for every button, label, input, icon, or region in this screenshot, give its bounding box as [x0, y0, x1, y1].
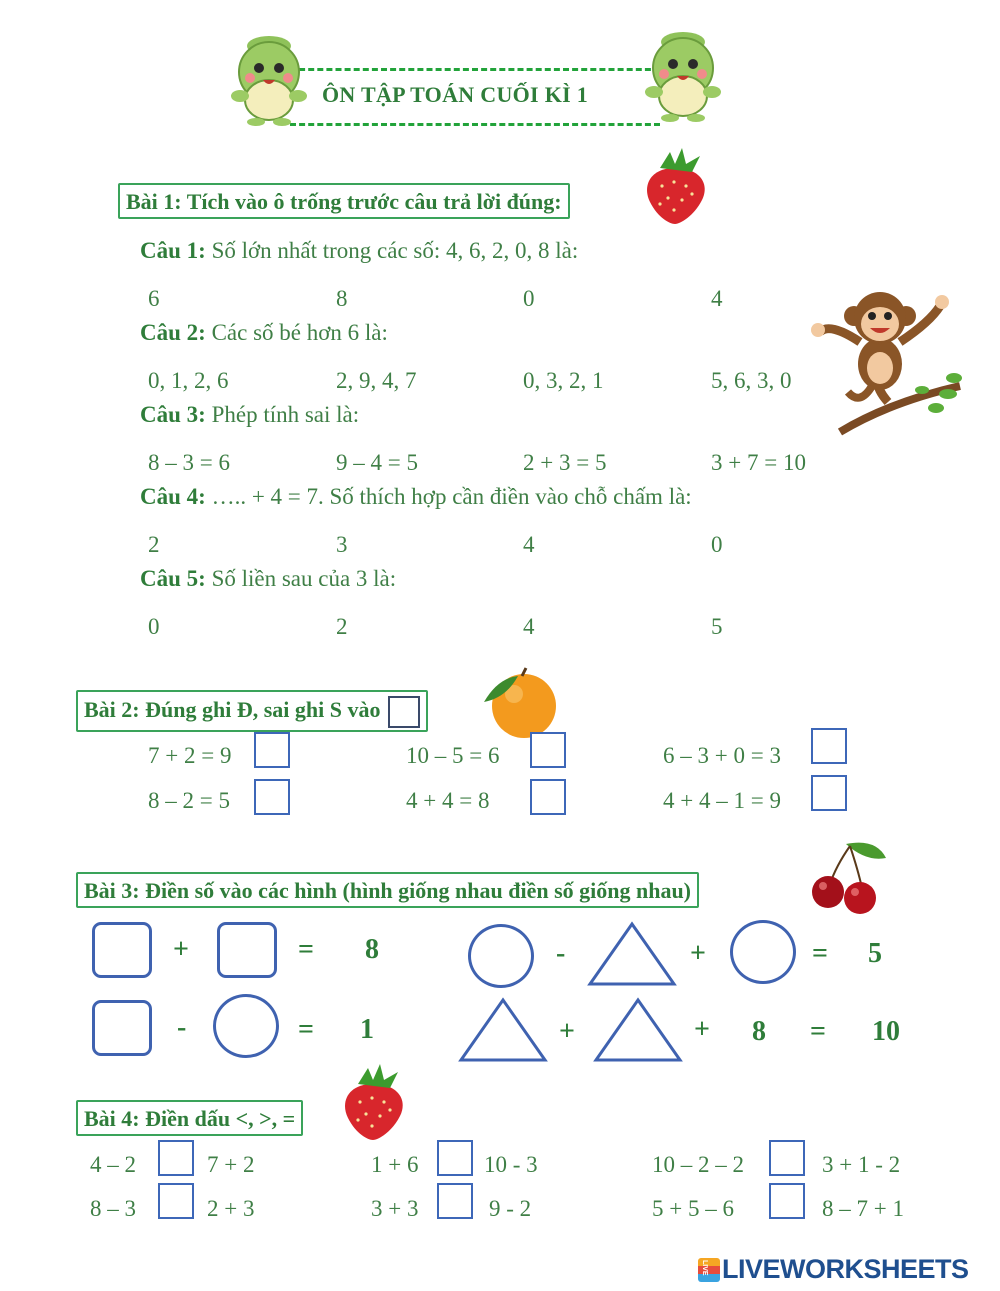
compare-right: 9 - 2 [489, 1196, 532, 1221]
shape-circle-input[interactable] [730, 920, 796, 984]
compare-right: 7 + 2 [207, 1152, 255, 1177]
bai2-item-4: 8 – 2 = 5 [148, 788, 230, 813]
question-5: Câu 5: Số liền sau của 3 là: [140, 566, 397, 591]
q1-option-b[interactable]: 8 [336, 286, 348, 311]
result-value: 8 [365, 934, 379, 965]
operator-plus: + [559, 1016, 575, 1047]
q5-option-c[interactable]: 4 [523, 614, 535, 639]
bai2-item-2: 10 – 5 = 6 [406, 743, 500, 768]
question-3: Câu 3: Phép tính sai là: [140, 402, 360, 427]
compare-right: 8 – 7 + 1 [822, 1196, 904, 1221]
compare-left: 4 – 2 [90, 1152, 136, 1177]
result-value: 10 [872, 1016, 900, 1047]
orange-icon [478, 664, 562, 740]
shape-triangle-input[interactable] [586, 920, 678, 988]
bai2-answer-box-3[interactable] [811, 728, 847, 764]
compare-left: 1 + 6 [371, 1152, 419, 1177]
operator-plus: + [694, 1014, 710, 1045]
liveworksheets-logo-icon: LIVE [698, 1258, 720, 1282]
result-value: 1 [360, 1014, 374, 1045]
bai2-heading: Bài 2: Đúng ghi Đ, sai ghi S vào [76, 690, 428, 732]
compare-sign-box[interactable] [437, 1183, 473, 1219]
operator-minus: - [556, 938, 566, 969]
q4-option-c[interactable]: 4 [523, 532, 535, 557]
bai2-answer-box-4[interactable] [254, 779, 290, 815]
q5-option-b[interactable]: 2 [336, 614, 348, 639]
q3-option-d[interactable]: 3 + 7 = 10 [711, 450, 806, 475]
bai2-answer-box-1[interactable] [254, 732, 290, 768]
bai3-heading: Bài 3: Điền số vào các hình (hình giống nhau điền số giống nhau) [76, 872, 699, 908]
question-2: Câu 2: Các số bé hơn 6 là: [140, 320, 388, 345]
q2-option-c[interactable]: 0, 3, 2, 1 [523, 368, 604, 393]
operator-equals: = [298, 934, 314, 965]
q3-option-b[interactable]: 9 – 4 = 5 [336, 450, 418, 475]
bai2-item-6: 4 + 4 – 1 = 9 [663, 788, 781, 813]
q4-option-d[interactable]: 0 [711, 532, 723, 557]
q3-option-c[interactable]: 2 + 3 = 5 [523, 450, 607, 475]
bai2-answer-box-6[interactable] [811, 775, 847, 811]
q2-option-b[interactable]: 2, 9, 4, 7 [336, 368, 417, 393]
bai2-item-3: 6 – 3 + 0 = 3 [663, 743, 781, 768]
q1-option-a[interactable]: 6 [148, 286, 160, 311]
shape-circle-input[interactable] [468, 924, 534, 988]
question-1: Câu 1: Số lớn nhất trong các số: 4, 6, 2, 0, 8 là: [140, 238, 579, 263]
bai2-answer-box-2[interactable] [530, 732, 566, 768]
compare-right: 3 + 1 - 2 [822, 1152, 901, 1177]
q1-option-d[interactable]: 4 [711, 286, 723, 311]
strawberry-icon [338, 1062, 408, 1142]
operator-minus: - [177, 1012, 187, 1043]
shape-triangle-input[interactable] [592, 996, 684, 1064]
strawberry-icon [640, 146, 710, 226]
shape-circle-input[interactable] [213, 994, 279, 1058]
compare-sign-box[interactable] [769, 1140, 805, 1176]
q1-option-c[interactable]: 0 [523, 286, 535, 311]
compare-right: 2 + 3 [207, 1196, 255, 1221]
turtle-mascot-left-icon [228, 34, 310, 126]
turtle-mascot-right-icon [642, 30, 724, 122]
compare-left: 5 + 5 – 6 [652, 1196, 734, 1221]
operator-equals: = [298, 1014, 314, 1045]
q2-option-d[interactable]: 5, 6, 3, 0 [711, 368, 792, 393]
compare-right: 10 - 3 [484, 1152, 538, 1177]
compare-left: 8 – 3 [90, 1196, 136, 1221]
shape-square-input[interactable] [217, 922, 277, 978]
shape-square-input[interactable] [92, 922, 152, 978]
q5-option-a[interactable]: 0 [148, 614, 160, 639]
compare-sign-box[interactable] [158, 1183, 194, 1219]
bai4-heading: Bài 4: Điền dấu <, >, = [76, 1100, 303, 1136]
shape-square-input[interactable] [92, 1000, 152, 1056]
compare-sign-box[interactable] [437, 1140, 473, 1176]
compare-left: 3 + 3 [371, 1196, 419, 1221]
result-value: 5 [868, 938, 882, 969]
compare-left: 10 – 2 – 2 [652, 1152, 744, 1177]
compare-sign-box[interactable] [158, 1140, 194, 1176]
operator-equals: = [810, 1016, 826, 1047]
q2-option-a[interactable]: 0, 1, 2, 6 [148, 368, 229, 393]
liveworksheets-logo[interactable]: LIVEWORKSHEETS [722, 1254, 969, 1284]
q4-option-b[interactable]: 3 [336, 532, 348, 557]
page-title: ÔN TẬP TOÁN CUỐI KÌ 1 [322, 82, 589, 107]
compare-sign-box[interactable] [769, 1183, 805, 1219]
bai2-item-5: 4 + 4 = 8 [406, 788, 490, 813]
question-4: Câu 4: ….. + 4 = 7. Số thích hợp cần điền vào chỗ chấm là: [140, 484, 692, 509]
heading-example-box [388, 696, 420, 728]
q5-option-d[interactable]: 5 [711, 614, 723, 639]
operator-equals: = [812, 938, 828, 969]
cherry-icon [806, 836, 890, 918]
bai2-answer-box-5[interactable] [530, 779, 566, 815]
q4-option-a[interactable]: 2 [148, 532, 160, 557]
operator-plus: + [173, 934, 189, 965]
bai1-heading: Bài 1: Tích vào ô trống trước câu trả lời đúng: [118, 183, 570, 219]
q3-option-a[interactable]: 8 – 3 = 6 [148, 450, 230, 475]
number-value: 8 [752, 1016, 766, 1047]
shape-triangle-input[interactable] [457, 996, 549, 1064]
bai2-item-1: 7 + 2 = 9 [148, 743, 232, 768]
monkey-icon [800, 282, 965, 442]
operator-plus: + [690, 938, 706, 969]
